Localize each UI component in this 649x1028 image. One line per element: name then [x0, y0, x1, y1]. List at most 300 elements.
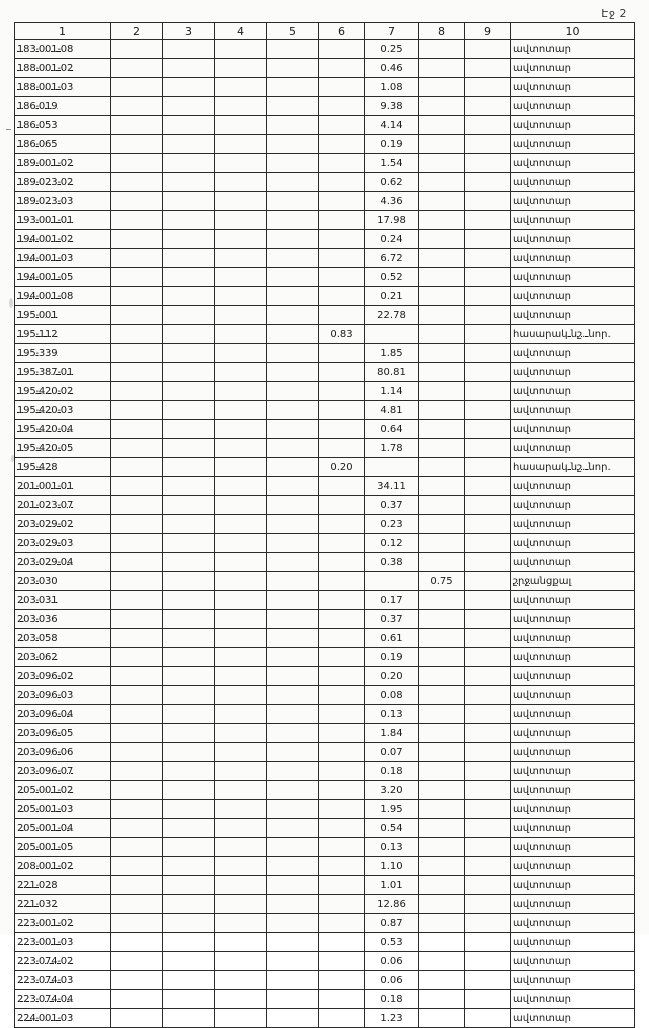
table-row: [15, 420, 635, 439]
cell-col2: [111, 306, 163, 325]
cell-col9: [465, 135, 511, 154]
cell-col5: [267, 173, 319, 192]
cell-col3: [163, 857, 215, 876]
cell-col8: [419, 610, 465, 629]
cell-code: 205-001-05: [15, 838, 111, 857]
cell-col9: [465, 914, 511, 933]
cell-note: ավտոտար: [511, 667, 635, 686]
cell-code: 195-420-04: [15, 420, 111, 439]
cell-col6: [319, 838, 365, 857]
cell-col8: [419, 819, 465, 838]
cell-col7: 0.64: [365, 420, 419, 439]
cell-col2: [111, 781, 163, 800]
cell-col4: [215, 819, 267, 838]
cell-col2: [111, 686, 163, 705]
cell-code: 186-019: [15, 97, 111, 116]
cell-col3: [163, 192, 215, 211]
cell-note: ավտոտար: [511, 230, 635, 249]
table-row: [15, 458, 635, 477]
cell-col8: [419, 477, 465, 496]
cell-col5: [267, 344, 319, 363]
cell-col5: [267, 325, 319, 344]
cell-col4: [215, 591, 267, 610]
cell-col5: [267, 895, 319, 914]
table-row: [15, 724, 635, 743]
cell-col5: [267, 192, 319, 211]
cell-col9: [465, 192, 511, 211]
cell-col5: [267, 268, 319, 287]
cell-col6: [319, 534, 365, 553]
cell-col7: 0.13: [365, 705, 419, 724]
cell-note: ավտոտար: [511, 1009, 635, 1028]
cell-col7: 0.12: [365, 534, 419, 553]
cell-col7: 0.52: [365, 268, 419, 287]
cell-col6: [319, 154, 365, 173]
cell-col9: [465, 572, 511, 591]
cell-col2: [111, 325, 163, 344]
cell-col4: [215, 553, 267, 572]
cell-code: 208-001-02: [15, 857, 111, 876]
cell-col5: [267, 610, 319, 629]
cell-col3: [163, 249, 215, 268]
table-header-row: [15, 23, 635, 40]
cell-note: ավտոտար: [511, 306, 635, 325]
cell-col5: [267, 382, 319, 401]
cell-note: ավտոտար: [511, 857, 635, 876]
cell-col2: [111, 667, 163, 686]
cell-col8: [419, 648, 465, 667]
cell-col7: 17.98: [365, 211, 419, 230]
cell-col8: [419, 401, 465, 420]
table-row: [15, 401, 635, 420]
cell-col6: [319, 420, 365, 439]
cell-col7: 0.38: [365, 553, 419, 572]
cell-col6: [319, 610, 365, 629]
cell-col6: [319, 496, 365, 515]
cell-col6: [319, 287, 365, 306]
cell-code: 183-001-08: [15, 40, 111, 59]
cell-col8: [419, 382, 465, 401]
cell-col7: 0.18: [365, 762, 419, 781]
cell-col4: [215, 705, 267, 724]
cell-code: 186-065: [15, 135, 111, 154]
cell-col9: [465, 895, 511, 914]
cell-col4: [215, 97, 267, 116]
cell-col2: [111, 534, 163, 553]
cell-col9: [465, 591, 511, 610]
cell-note: ավտոտար: [511, 287, 635, 306]
table-row: [15, 1009, 635, 1028]
cell-code: 201-001-01: [15, 477, 111, 496]
cell-col6: [319, 173, 365, 192]
cell-col3: [163, 154, 215, 173]
cell-note: ավտոտար: [511, 838, 635, 857]
cell-note: ավտոտար: [511, 610, 635, 629]
cell-code: 203-096-04: [15, 705, 111, 724]
cell-col6: [319, 116, 365, 135]
cell-col9: [465, 211, 511, 230]
cell-col5: [267, 458, 319, 477]
cell-col5: [267, 800, 319, 819]
cell-col8: [419, 762, 465, 781]
cell-col5: [267, 1009, 319, 1028]
cell-col5: [267, 591, 319, 610]
cell-col4: [215, 762, 267, 781]
cell-col6: [319, 895, 365, 914]
cell-col2: [111, 420, 163, 439]
column-header-6: 6: [319, 23, 365, 40]
table-body: [15, 40, 635, 1028]
cell-col8: [419, 743, 465, 762]
cell-col8: [419, 344, 465, 363]
cell-col7: 0.37: [365, 496, 419, 515]
cell-col5: [267, 59, 319, 78]
cell-col8: [419, 135, 465, 154]
cell-note: հասարակ նշ. նոր.: [511, 458, 635, 477]
table-row: [15, 496, 635, 515]
cell-note: ավտոտար: [511, 477, 635, 496]
cell-col3: [163, 705, 215, 724]
cell-col7: 0.19: [365, 135, 419, 154]
cell-code: 195-001: [15, 306, 111, 325]
cell-code: 189-001-02: [15, 154, 111, 173]
cell-col9: [465, 154, 511, 173]
cell-note: ավտոտար: [511, 743, 635, 762]
cell-col9: [465, 724, 511, 743]
cell-col9: [465, 933, 511, 952]
cell-col2: [111, 553, 163, 572]
cell-code: 195-339: [15, 344, 111, 363]
cell-col5: [267, 914, 319, 933]
table-row: [15, 952, 635, 971]
cell-col9: [465, 667, 511, 686]
cell-col4: [215, 458, 267, 477]
cell-col3: [163, 458, 215, 477]
cell-code: 205-001-04: [15, 819, 111, 838]
cell-col8: [419, 781, 465, 800]
cell-note: ավտոտար: [511, 952, 635, 971]
cell-col8: [419, 534, 465, 553]
cell-code: 203-096-03: [15, 686, 111, 705]
cell-col6: [319, 591, 365, 610]
cell-col4: [215, 572, 267, 591]
cell-col8: [419, 268, 465, 287]
cell-col5: [267, 135, 319, 154]
cell-col6: [319, 192, 365, 211]
cell-col5: [267, 705, 319, 724]
cell-col8: [419, 173, 465, 192]
cell-col6: [319, 515, 365, 534]
cell-col2: [111, 154, 163, 173]
cell-col2: [111, 876, 163, 895]
cell-col8: [419, 420, 465, 439]
cell-code: 194-001-05: [15, 268, 111, 287]
cell-col4: [215, 971, 267, 990]
cell-col9: [465, 876, 511, 895]
cell-col7: 3.20: [365, 781, 419, 800]
cell-note: ավտոտար: [511, 990, 635, 1009]
cell-col5: [267, 743, 319, 762]
cell-col5: [267, 78, 319, 97]
cell-col5: [267, 477, 319, 496]
cell-col2: [111, 971, 163, 990]
cell-col7: 1.78: [365, 439, 419, 458]
cell-col8: [419, 40, 465, 59]
cell-code: 203-029-04: [15, 553, 111, 572]
cell-col9: [465, 1009, 511, 1028]
cell-col9: [465, 116, 511, 135]
cell-code: 205-001-03: [15, 800, 111, 819]
cell-code: 193-001-01: [15, 211, 111, 230]
cell-col4: [215, 59, 267, 78]
cell-col9: [465, 800, 511, 819]
cell-col8: [419, 154, 465, 173]
cell-note: ավտոտար: [511, 59, 635, 78]
cell-col9: [465, 515, 511, 534]
cell-col8: [419, 629, 465, 648]
cell-note: ավտոտար: [511, 173, 635, 192]
cell-col4: [215, 230, 267, 249]
cell-col9: [465, 78, 511, 97]
cell-col3: [163, 838, 215, 857]
cell-col2: [111, 458, 163, 477]
cell-col4: [215, 344, 267, 363]
cell-col6: [319, 914, 365, 933]
cell-col5: [267, 97, 319, 116]
cell-col7: 1.95: [365, 800, 419, 819]
cell-note: ավտոտար: [511, 534, 635, 553]
cell-col8: [419, 249, 465, 268]
cell-note: ավտոտար: [511, 648, 635, 667]
cell-col7: 1.85: [365, 344, 419, 363]
cell-col2: [111, 287, 163, 306]
cell-col8: [419, 515, 465, 534]
cell-code: 189-023-02: [15, 173, 111, 192]
cell-col7: 0.61: [365, 629, 419, 648]
cell-col5: [267, 990, 319, 1009]
cell-col4: [215, 192, 267, 211]
cell-col5: [267, 211, 319, 230]
cell-code: 195-420-05: [15, 439, 111, 458]
cell-col9: [465, 534, 511, 553]
cell-col6: [319, 363, 365, 382]
cell-col2: [111, 857, 163, 876]
cell-col7: 0.37: [365, 610, 419, 629]
cell-col5: [267, 686, 319, 705]
table-row: [15, 933, 635, 952]
cell-col2: [111, 914, 163, 933]
cell-col2: [111, 78, 163, 97]
cell-col8: [419, 78, 465, 97]
cell-col5: [267, 724, 319, 743]
cell-code: 205-001-02: [15, 781, 111, 800]
scan-speck: [9, 298, 13, 308]
cell-col5: [267, 762, 319, 781]
cell-col2: [111, 990, 163, 1009]
cell-col8: [419, 952, 465, 971]
cell-col8: [419, 895, 465, 914]
cell-col3: [163, 268, 215, 287]
cell-col3: [163, 477, 215, 496]
cell-col9: [465, 705, 511, 724]
cell-col5: [267, 572, 319, 591]
cell-col8: [419, 914, 465, 933]
cell-col4: [215, 1009, 267, 1028]
cell-col3: [163, 78, 215, 97]
scan-edge-mark: [6, 129, 11, 130]
cell-note: ավտոտար: [511, 876, 635, 895]
cell-col7: 0.18: [365, 990, 419, 1009]
cell-col2: [111, 439, 163, 458]
cell-col8: [419, 496, 465, 515]
cell-col4: [215, 515, 267, 534]
cell-col4: [215, 249, 267, 268]
cell-col7: 0.13: [365, 838, 419, 857]
cell-code: 223-001-03: [15, 933, 111, 952]
cell-col9: [465, 857, 511, 876]
table-row: [15, 268, 635, 287]
cell-note: ավտոտար: [511, 97, 635, 116]
table-row: [15, 116, 635, 135]
cell-col3: [163, 629, 215, 648]
table-row: [15, 363, 635, 382]
cell-col4: [215, 477, 267, 496]
cell-col8: [419, 439, 465, 458]
cell-col6: [319, 40, 365, 59]
cell-col3: [163, 781, 215, 800]
cell-col6: [319, 249, 365, 268]
cell-note: ավտոտար: [511, 933, 635, 952]
table-row: [15, 249, 635, 268]
cell-col4: [215, 876, 267, 895]
cell-col8: [419, 838, 465, 857]
cell-code: 194-001-03: [15, 249, 111, 268]
cell-col7: 4.81: [365, 401, 419, 420]
cell-col7: 0.06: [365, 971, 419, 990]
cell-col2: [111, 515, 163, 534]
cell-col5: [267, 629, 319, 648]
cell-col2: [111, 705, 163, 724]
cell-col6: [319, 59, 365, 78]
cell-col8: [419, 458, 465, 477]
cell-note: ավտոտար: [511, 781, 635, 800]
table-row: [15, 325, 635, 344]
cell-col3: [163, 800, 215, 819]
cell-col2: [111, 401, 163, 420]
cell-col8: [419, 363, 465, 382]
cell-col6: [319, 553, 365, 572]
cell-col2: [111, 762, 163, 781]
cell-col2: [111, 1009, 163, 1028]
cell-col3: [163, 496, 215, 515]
cell-col7: 0.62: [365, 173, 419, 192]
cell-code: 189-023-03: [15, 192, 111, 211]
cell-col6: [319, 268, 365, 287]
cell-col8: [419, 306, 465, 325]
cell-col4: [215, 629, 267, 648]
cell-note: ավտոտար: [511, 135, 635, 154]
cell-col2: [111, 363, 163, 382]
table-row: [15, 306, 635, 325]
cell-col7: 1.10: [365, 857, 419, 876]
cell-col6: [319, 306, 365, 325]
cell-col2: [111, 610, 163, 629]
cell-col7: 12.86: [365, 895, 419, 914]
cell-col9: [465, 648, 511, 667]
cell-note: ավտոտար: [511, 192, 635, 211]
cell-col4: [215, 306, 267, 325]
cell-col4: [215, 401, 267, 420]
cell-col4: [215, 990, 267, 1009]
cell-col9: [465, 97, 511, 116]
cell-note: ավտոտար: [511, 401, 635, 420]
cell-col9: [465, 990, 511, 1009]
cell-col9: [465, 477, 511, 496]
cell-col6: [319, 781, 365, 800]
cell-note: ավտոտար: [511, 591, 635, 610]
cell-col4: [215, 857, 267, 876]
cell-col3: [163, 762, 215, 781]
cell-col8: [419, 192, 465, 211]
cell-col7: 1.23: [365, 1009, 419, 1028]
table-row: [15, 819, 635, 838]
cell-col7: 0.08: [365, 686, 419, 705]
cell-note: ավտոտար: [511, 800, 635, 819]
cell-note: ավտոտար: [511, 515, 635, 534]
cell-col4: [215, 914, 267, 933]
table-row: [15, 629, 635, 648]
cell-col6: [319, 97, 365, 116]
cell-code: 223-001-02: [15, 914, 111, 933]
cell-col4: [215, 667, 267, 686]
cell-col3: [163, 572, 215, 591]
cell-col9: [465, 230, 511, 249]
table-row: [15, 344, 635, 363]
table-row: [15, 781, 635, 800]
cell-col9: [465, 762, 511, 781]
cell-note: ավտոտար: [511, 724, 635, 743]
cell-col9: [465, 743, 511, 762]
cell-col4: [215, 154, 267, 173]
cell-col6: [319, 952, 365, 971]
cell-code: 221-032: [15, 895, 111, 914]
cell-col3: [163, 173, 215, 192]
cell-col7: 0.23: [365, 515, 419, 534]
table-row: [15, 230, 635, 249]
cell-code: 203-058: [15, 629, 111, 648]
cell-col4: [215, 211, 267, 230]
cell-col9: [465, 952, 511, 971]
cell-col9: [465, 610, 511, 629]
table-row: [15, 857, 635, 876]
cell-col7: 0.54: [365, 819, 419, 838]
cell-col6: [319, 382, 365, 401]
cell-col2: [111, 933, 163, 952]
table-row: [15, 439, 635, 458]
cell-note: ավտոտար: [511, 971, 635, 990]
cell-col3: [163, 420, 215, 439]
cell-col3: [163, 59, 215, 78]
cell-col4: [215, 496, 267, 515]
cell-col2: [111, 648, 163, 667]
cell-col5: [267, 781, 319, 800]
cell-col4: [215, 610, 267, 629]
cell-col8: [419, 325, 465, 344]
table-row: [15, 990, 635, 1009]
cell-col8: [419, 705, 465, 724]
column-header-10: 10: [511, 23, 635, 40]
cell-col6: [319, 629, 365, 648]
